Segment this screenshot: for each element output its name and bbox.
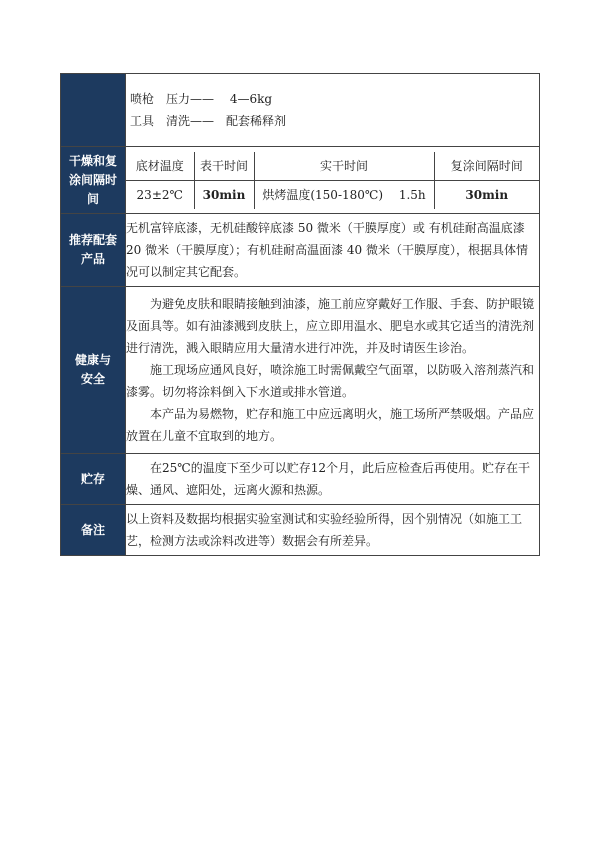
health-paragraph-flammable: 本产品为易燃物，贮存和施工中应远离明火，施工场所严禁吸烟。产品应放置在儿童不宜取到的地方。	[126, 407, 535, 443]
recommended-text: 无机富锌底漆，无机硅酸锌底漆 50 微米（干膜厚度）或 有机硅耐高温底漆 20 微米（干膜厚度）；有机硅耐高温面漆 40 微米（干膜厚度），根据具体情况可以制定其它配套。	[126, 221, 528, 279]
storage-content	[126, 454, 540, 505]
interval-content	[126, 147, 540, 214]
recommended-content	[126, 214, 540, 287]
storage-row	[61, 454, 540, 505]
interval-label: 干燥和复涂间隔时间	[61, 147, 126, 214]
header-hard-dry: 实干时间	[254, 152, 434, 181]
recommended-row	[61, 214, 540, 287]
health-row	[61, 287, 540, 454]
header-surface-dry: 表干时间	[194, 152, 254, 181]
recommended-label: 推荐配套产品	[61, 214, 126, 287]
interval-row	[61, 147, 540, 214]
remarks-text: 以上资料及数据均根据实验室测试和实验经验所得，因个别情况（如施工工艺，检测方法或涂料改进等）数据会有所差异。	[126, 512, 523, 548]
header-recoat-interval: 复涂间隔时间	[434, 152, 539, 181]
health-paragraph-protection: 为避免皮肤和眼睛接触到油漆，施工前应穿戴好工作服、手套、防护眼镜及面具等。如有油漆溅到皮肤上，应立即用温水、肥皂水或其它适当的清洗剂进行清洗，溅入眼睛应用大量清水进行冲洗，并及时请医生诊治。	[126, 297, 535, 355]
interval-header-row	[126, 152, 539, 181]
application-line-spray: 喷枪 压力—— 4—6kg	[130, 92, 273, 106]
application-line-cleaning: 工具 清洗—— 配套稀释剂	[130, 114, 287, 128]
remarks-label: 备注	[61, 505, 126, 556]
remarks-content	[126, 505, 540, 556]
product-data-table	[60, 73, 540, 556]
storage-label: 贮存	[61, 454, 126, 505]
value-hard-dry: 烘烤温度(150-180℃) 1.5h	[254, 180, 434, 209]
interval-value-row	[126, 180, 539, 209]
health-content	[126, 287, 540, 454]
storage-text: 在25℃的温度下至少可以贮存12个月，此后应检查后再使用。贮存在干燥、通风、遮阳处，远离火源和热源。	[126, 461, 530, 497]
health-paragraph-ventilation: 施工现场应通风良好，喷涂施工时需佩戴空气面罩，以防吸入溶剂蒸汽和漆雾。切勿将涂料倒入下水道或排水管道。	[126, 363, 535, 399]
remarks-row	[61, 505, 540, 556]
application-content	[126, 74, 540, 147]
value-surface-dry: 30min	[194, 180, 254, 209]
health-label: 健康与安全	[61, 287, 126, 454]
interval-subtable	[126, 152, 539, 209]
application-row	[61, 74, 540, 147]
value-substrate-temp: 23±2℃	[136, 187, 183, 202]
header-substrate-temp: 底材温度	[126, 152, 194, 181]
application-label-cell	[61, 74, 126, 147]
value-recoat-interval: 30min	[434, 180, 539, 209]
